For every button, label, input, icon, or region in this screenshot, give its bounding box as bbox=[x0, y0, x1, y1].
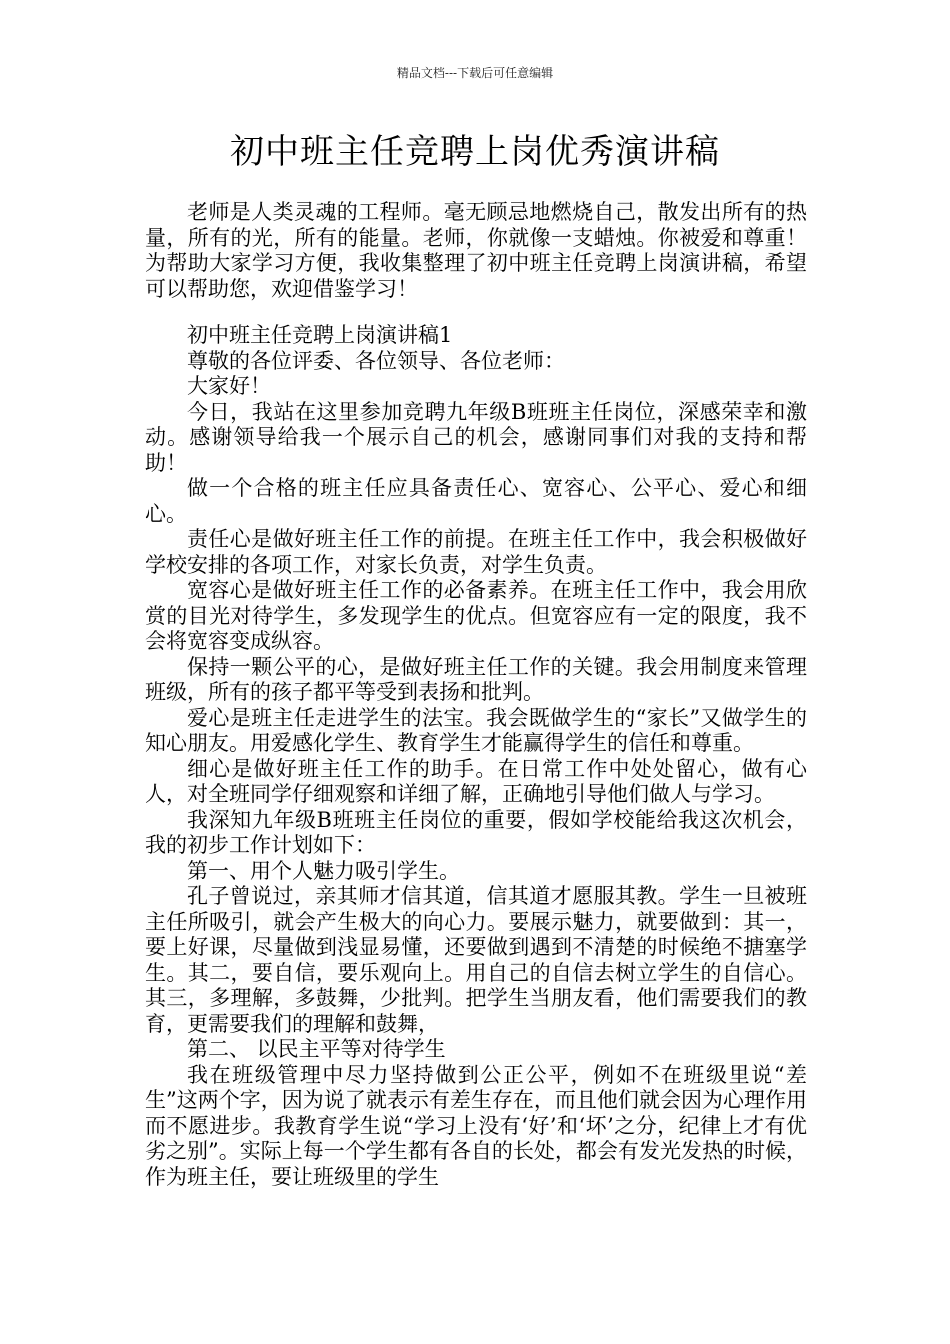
section-heading: 第二、 以民主平等对待学生 bbox=[187, 1037, 446, 1061]
intro-section bbox=[145, 200, 807, 302]
speech-body bbox=[145, 323, 807, 1190]
body-paragraph: 宽容心是做好班主任工作的必备素养。在班主任工作中，我会用欣赏的目光对待学生，多发现学生的优点。但宽容应有一定的限度，我不会将宽容变成纵容。 bbox=[145, 578, 807, 653]
body-paragraph: 我深知九年级B班班主任岗位的重要，假如学校能给我这次机会，我的初步工作计划如下： bbox=[145, 807, 807, 857]
body-paragraph: 保持一颗公平的心，是做好班主任工作的关键。我会用制度来管理班级，所有的孩子都平等受到表扬和批判。 bbox=[145, 654, 807, 704]
salutation: 尊敬的各位评委、各位领导、各位老师： bbox=[187, 348, 565, 373]
body-paragraph: 今日，我站在这里参加竞聘九年级B班班主任岗位，深感荣幸和激动。感谢领导给我一个展示自己的机会，感谢同事们对我的支持和帮助！ bbox=[145, 399, 807, 475]
body-paragraph: 做一个合格的班主任应具备责任心、宽容心、公平心、爱心和细心。 bbox=[145, 476, 807, 526]
intro-paragraph: 老师是人类灵魂的工程师。毫无顾忌地燃烧自己，散发出所有的热量，所有的光，所有的能量。老师，你就像一支蜡烛。你被爱和尊重！为帮助大家学习方便，我收集整理了初中班主任竞聘上岗演讲稿，希望可以帮助您，欢迎借鉴学习！ bbox=[145, 200, 807, 301]
body-paragraph: 细心是做好班主任工作的助手。在日常工作中处处留心，做有心人，对全班同学仔细观察和详细了解，正确地引导他们做人与学习。 bbox=[145, 756, 807, 806]
body-paragraph: 责任心是做好班主任工作的前提。在班主任工作中，我会积极做好学校安排的各项工作，对家长负责，对学生负责。 bbox=[145, 527, 807, 577]
body-paragraph: 爱心是班主任走进学生的法宝。我会既做学生的“家长”又做学生的知心朋友。用爱感化学生、教育学生才能赢得学生的信任和尊重。 bbox=[145, 705, 807, 755]
body-paragraph: 孔子曾说过，亲其师才信其道，信其道才愿服其教。学生一旦被班主任所吸引，就会产生极大的向心力。要展示魅力，就要做到：其一，要上好课，尽量做到浅显易懂，还要做到遇到不清楚的时候绝不搪塞学生。其二，要自信，要乐观向上。用自己的自信去树立学生的自信心。其三，多理解，多鼓舞，少批判。把学生当朋友看，他们需要我们的教育，更需要我们的理解和鼓舞， bbox=[145, 884, 807, 1036]
document-title: 初中班主任竞聘上岗优秀演讲稿 bbox=[230, 132, 720, 172]
section-heading: 第一、用个人魅力吸引学生。 bbox=[187, 858, 460, 883]
page-header: 精品文档---下载后可任意编辑 bbox=[396, 66, 554, 80]
greeting: 大家好！ bbox=[187, 374, 271, 398]
body-paragraph: 我在班级管理中尽力坚持做到公正公平，例如不在班级里说“差生”这两个字，因为说了就表示有差生存在，而且他们就会因为心理作用而不愿进步。我教育学生说“学习上没有‘好’和‘坏’之分，纪律上才有优劣之别”。实际上每一个学生都有各自的长处，都会有发光发热的时候，作为班主任，要让班级里的学生 bbox=[145, 1062, 807, 1189]
speech-heading: 初中班主任竞聘上岗演讲稿1 bbox=[187, 323, 453, 347]
